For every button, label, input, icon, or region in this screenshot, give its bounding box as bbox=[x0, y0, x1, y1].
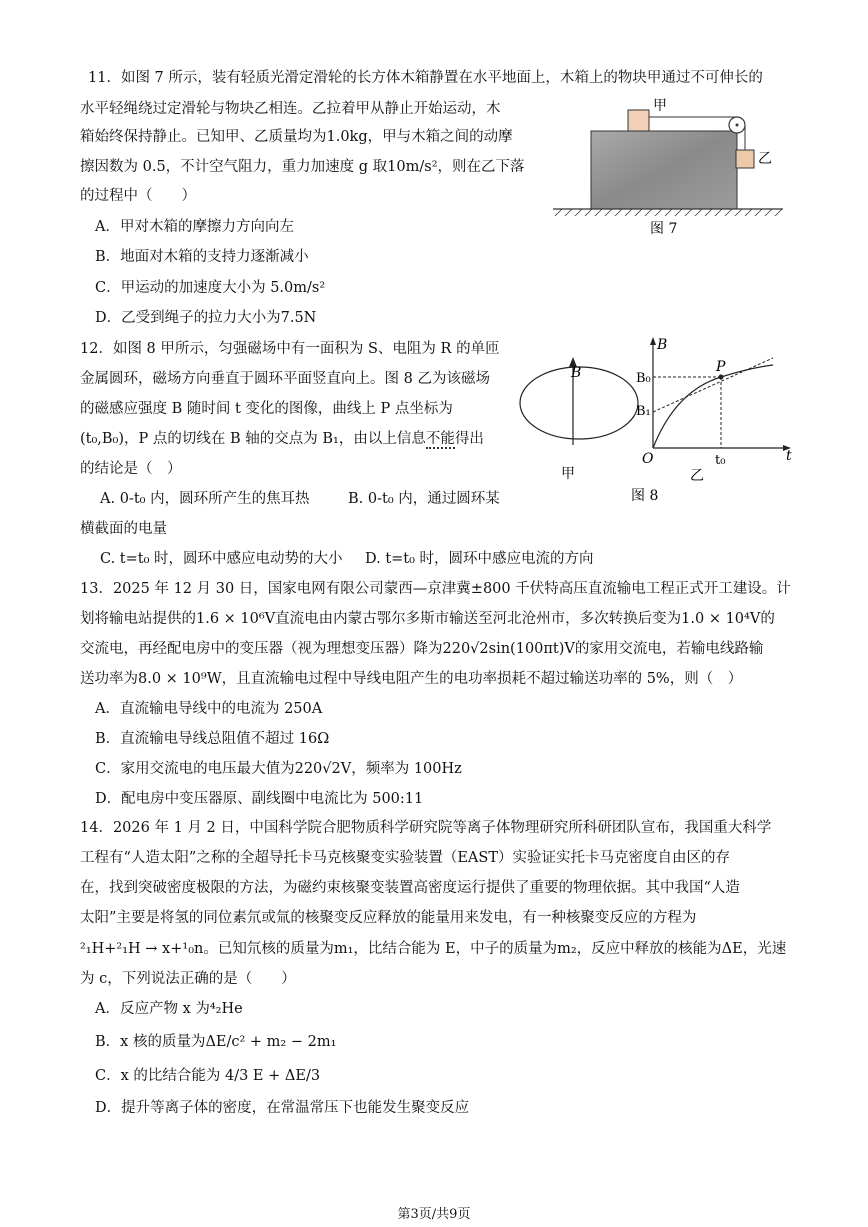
q11-option-b: B．地面对木箱的支持力逐渐减小 bbox=[95, 249, 309, 265]
q13-option-d: D．配电房中变压器原、副线圈中电流比为 500:11 bbox=[95, 791, 424, 807]
axis-b-label: B bbox=[657, 337, 668, 353]
q13-line-4: 送功率为8.0 × 10⁹W，且直流输电过程中导线电阻产生的电功率损耗不超过输送功率的 5%，则（ ） bbox=[80, 671, 743, 687]
wooden-box bbox=[591, 131, 737, 209]
q14-line-5: ²₁H+²₁H → x+¹₀n。已知氘核的质量为m₁，比结合能为 E，中子的质量为m₂，反应中释放的核能为ΔE，光速 bbox=[80, 941, 787, 957]
q12-option-c: C. t=t₀ 时，圆环中感应电动势的大小 bbox=[100, 551, 343, 567]
q13-option-a: A．直流输电导线中的电流为 250A bbox=[95, 701, 323, 717]
label-jia: 甲 bbox=[653, 98, 667, 114]
q12-line-2: 金属圆环，磁场方向垂直于圆环平面竖直向上。图 8 乙为该磁场 bbox=[80, 371, 490, 387]
ring-label-jia: 甲 bbox=[561, 466, 575, 482]
figure-7 bbox=[545, 95, 790, 240]
q13-line-3: 交流电，再经配电房中的变压器（视为理想变压器）降为220√2sin(100πt)V的家用交流电，若输电线路输 bbox=[80, 641, 764, 657]
label-b0: B₀ bbox=[636, 371, 651, 386]
block-yi bbox=[736, 150, 754, 168]
q14-line-2: 工程有“人造太阳”之称的全超导托卡马克核聚变实验装置（EAST）实验证实托卡马克密度自由区的存 bbox=[80, 850, 730, 866]
q13-option-b: B．直流输电导线总阻值不超过 16Ω bbox=[95, 731, 330, 747]
q11-line-4: 擦因数为 0.5，不计空气阻力，重力加速度 g 取10m/s²，则在乙下落 bbox=[80, 159, 525, 175]
axis-t-label: t bbox=[786, 448, 792, 464]
q11-option-a: A．甲对木箱的摩擦力方向向左 bbox=[95, 219, 294, 235]
figure-7-caption: 图 7 bbox=[650, 221, 678, 237]
figure-8-caption: 图 8 bbox=[631, 488, 659, 504]
q12-option-b-cont: 横截面的电量 bbox=[80, 521, 167, 537]
q11-line-3: 箱始终保持静止。已知甲、乙质量均为1.0kg，甲与木箱之间的动摩 bbox=[80, 129, 513, 145]
q14-line-1: 14．2026 年 1 月 2 日，中国科学院合肥物质科学研究院等离子体物理研究所科研团队宣布，我国重大科学 bbox=[80, 820, 772, 836]
q14-line-6: 为 c，下列说法正确的是（ ） bbox=[80, 971, 296, 987]
q11-line-1: 11．如图 7 所示，装有轻质光滑定滑轮的长方体木箱静置在水平地面上，木箱上的物块甲通过不可伸长的 bbox=[88, 70, 763, 86]
graph-label-yi: 乙 bbox=[690, 468, 704, 484]
q14-line-3: 在，找到突破密度极限的方法，为磁约束核聚变装置高密度运行提供了重要的物理依据。其中我国“人造 bbox=[80, 880, 740, 896]
label-b1: B₁ bbox=[636, 404, 651, 419]
q12-line-3: 的磁感应强度 B 随时间 t 变化的图像，曲线上 P 点坐标为 bbox=[80, 401, 453, 417]
q14-option-a: A．反应产物 x 为⁴₂He bbox=[95, 1001, 243, 1017]
q13-line-2: 划将输电站提供的1.6 × 10⁶V直流电由内蒙古鄂尔多斯市输送至河北沧州市，多次转换后变为1.0 × 10⁴V的 bbox=[80, 611, 775, 627]
ring-label-b: B bbox=[571, 365, 582, 381]
label-t0: t₀ bbox=[715, 453, 726, 468]
q13-option-c: C．家用交流电的电压最大值为220√2V，频率为 100Hz bbox=[95, 761, 462, 777]
q11-line-5: 的过程中（ ） bbox=[80, 188, 196, 204]
q11-option-c: C．甲运动的加速度大小为 5.0m/s² bbox=[95, 280, 326, 296]
q12-line-1: 12．如图 8 甲所示，匀强磁场中有一面积为 S、电阻为 R 的单匝 bbox=[80, 341, 500, 357]
q12-option-a: A. 0-t₀ 内，圆环所产生的焦耳热 bbox=[100, 491, 310, 507]
q12-option-d: D. t=t₀ 时，圆环中感应电流的方向 bbox=[365, 551, 594, 567]
q14-option-b: B．x 核的质量为ΔE/c² + m₂ − 2m₁ bbox=[95, 1034, 337, 1050]
tangent-line bbox=[653, 358, 773, 412]
q14-option-c: C．x 的比结合能为 4/3 E + ΔE/3 bbox=[95, 1068, 321, 1084]
ground-hatch bbox=[555, 209, 782, 216]
q11-option-d: D．乙受到绳子的拉力大小为7.5N bbox=[95, 310, 317, 326]
figure-8 bbox=[505, 335, 805, 510]
label-p: P bbox=[716, 359, 726, 375]
q12-line-4: (t₀,B₀)，P 点的切线在 B 轴的交点为 B₁，由以上信息不能得出 bbox=[80, 431, 484, 447]
point-p bbox=[719, 375, 724, 380]
block-jia bbox=[628, 110, 649, 131]
page-footer: 第3页/共9页 bbox=[397, 1207, 471, 1222]
q11-line-2: 水平轻绳绕过定滑轮与物块乙相连。乙拉着甲从静止开始运动，木 bbox=[80, 101, 501, 117]
q14-line-4: 太阳”主要是将氢的同位素氘或氚的核聚变反应释放的能量用来发电，有一种核聚变反应的方程为 bbox=[80, 910, 697, 926]
q14-option-d: D．提升等离子体的密度，在常温常压下也能发生聚变反应 bbox=[95, 1100, 470, 1116]
label-yi: 乙 bbox=[758, 151, 772, 167]
origin-label: O bbox=[642, 451, 654, 467]
q12-line-5: 的结论是（ ） bbox=[80, 461, 182, 477]
q13-line-1: 13．2025 年 12 月 30 日，国家电网有限公司蒙西—京津冀±800 千伏特高压直流输电工程正式开工建设。计 bbox=[80, 581, 791, 597]
emphasis-mark: 不能 bbox=[425, 431, 455, 447]
q12-option-b: B. 0-t₀ 内，通过圆环某 bbox=[348, 491, 500, 507]
